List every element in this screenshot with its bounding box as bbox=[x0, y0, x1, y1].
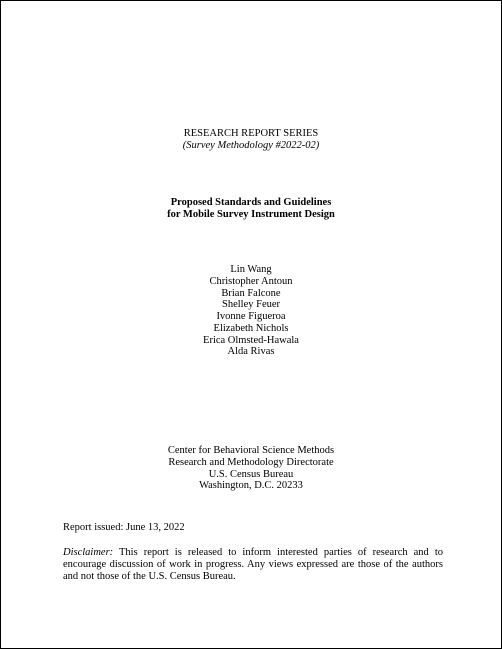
author-name: Elizabeth Nichols bbox=[213, 322, 289, 334]
report-issued-date: Report issued: June 13, 2022 bbox=[63, 522, 185, 533]
disclaimer-paragraph bbox=[63, 547, 443, 582]
disclaimer-label: Disclaimer: bbox=[63, 547, 114, 558]
series-subheading: (Survey Methodology #2022-02) bbox=[182, 139, 320, 151]
series-heading: RESEARCH REPORT SERIES bbox=[183, 128, 319, 139]
author-name: Christopher Antoun bbox=[209, 275, 293, 287]
affiliation-directorate: Research and Methodology Directorate bbox=[168, 456, 334, 468]
author-name: Erica Olmsted-Hawala bbox=[203, 334, 299, 346]
author-name: Brian Falcone bbox=[221, 287, 281, 299]
report-series bbox=[1, 128, 501, 151]
affiliation-bureau: U.S. Census Bureau bbox=[208, 468, 294, 480]
title-line-1: Proposed Standards and Guidelines bbox=[170, 197, 332, 208]
title-line-2: for Mobile Survey Instrument Design bbox=[167, 208, 335, 220]
author-name: Shelley Feuer bbox=[221, 299, 281, 311]
author-name: Alda Rivas bbox=[227, 346, 275, 358]
disclaimer-text: This report is released to inform interested parties of research and to encourage discussion of work in progress. Any views expressed are those of the authors and not those of the U.S. Census Bureau. bbox=[63, 547, 443, 582]
affiliation-address: Washington, D.C. 20233 bbox=[199, 480, 303, 492]
author-name: Lin Wang bbox=[230, 264, 272, 275]
affiliation-block bbox=[1, 445, 501, 492]
report-title bbox=[1, 197, 501, 220]
author-name: Ivonne Figueroa bbox=[216, 311, 286, 322]
affiliation-center: Center for Behavioral Science Methods bbox=[167, 445, 335, 456]
author-list bbox=[1, 264, 501, 358]
